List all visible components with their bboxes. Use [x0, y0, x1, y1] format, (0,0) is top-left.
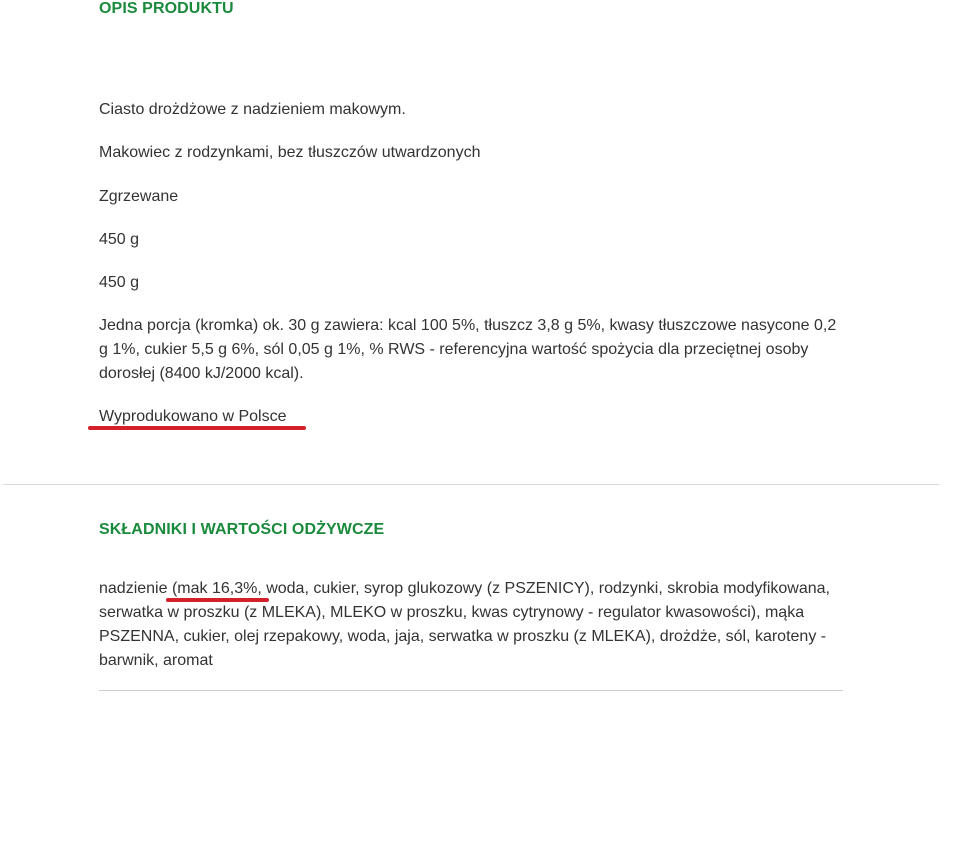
nutrition-paragraph: Jedna porcja (kromka) ok. 30 g zawiera: kcal 100 5%, tłuszcz 3,8 g 5%, kwasy tłuszczowe nasycone 0,2 g 1%, cukier 5,5 g 6%, sól 0,05 g 1%, % RWS - referencyjna wartość spożycia dla przeciętnej osoby dorosłej (8400 kJ/2000 kcal).: [99, 317, 837, 382]
description-paragraph: 450 g: [99, 274, 140, 291]
red-underline-annotation: [88, 426, 306, 430]
ingredients-text: nadzienie (mak 16,3%, woda, cukier, syrop glukozowy (z PSZENICY), rodzynki, skrobia modyfikowana, serwatka w proszku (z MLEKA), MLEKO w proszku, kwas cytrynowy - regulator kwasowości), mąka PSZENNA, cukier, olej rzepakowy, woda, jaja, serwatka w proszku (z MLEKA), drożdże, sól, karoteny - barwnik, aromat: [99, 580, 830, 669]
description-paragraph: Makowiec z rodzynkami, bez tłuszczów utwardzonych: [99, 144, 481, 161]
ingredients-section-title: SKŁADNIKI I WARTOŚCI ODŻYWCZE: [99, 521, 385, 538]
section-divider: [3, 484, 939, 485]
section-divider: [99, 690, 843, 691]
description-paragraph: Ciasto drożdżowe z nadzieniem makowym.: [99, 101, 406, 118]
red-underline-annotation: [166, 598, 269, 602]
description-section-title: OPIS PRODUKTU: [99, 0, 234, 17]
description-paragraph: 450 g: [99, 231, 140, 248]
description-paragraph: Zgrzewane: [99, 188, 179, 205]
origin-paragraph: Wyprodukowano w Polsce: [99, 408, 287, 425]
